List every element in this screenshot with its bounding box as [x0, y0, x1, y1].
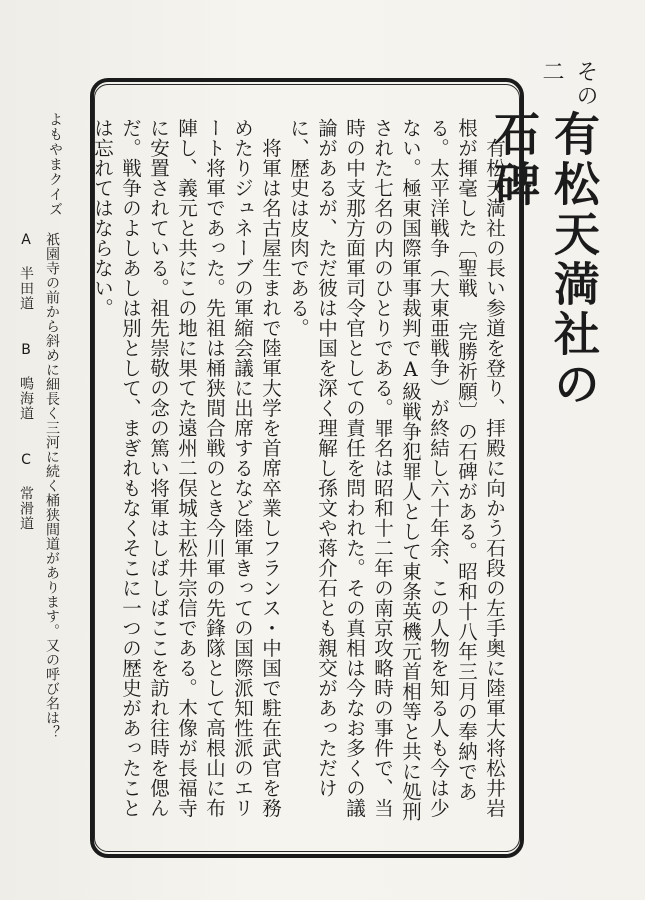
quiz-choices [14, 232, 38, 612]
quiz-choice-b [18, 342, 34, 438]
choice-text: 常滑道 [18, 486, 34, 531]
choice-letter: A [18, 232, 34, 249]
choice-letter: B [18, 342, 34, 359]
article-paragraph: 将軍は名古屋生まれで陸軍大学を首席卒業しフランス・中国で駐在武官を務めたりジュネーブの軍縮会議に出席するなど陸軍きっての国際派知性派のエリート将軍であった。先祖は桶狭間合戦のとき今川軍の先鋒隊として高根山に布陣し、義元と共にこの地に果てた遠州二俣城主松井宗信である。木像が長福寺に安置されている。祖先崇敬の念の篤い将軍はしばしばここを訪れ往時を偲んだ。戦争のよしあしは別として、まぎれもなくそこに一つの歴史があったことは忘れてはならない。 [91, 118, 282, 818]
article-body [91, 118, 508, 833]
page-title: 有松天満社の石碑 [487, 110, 601, 410]
article-paragraph: 有松天満社の長い参道を登り、拝殿に向かう石段の左手奥に陸軍大将松井岩根が揮毫した〔聖戦 完勝祈願〕の石碑がある。昭和十八年三月の奉納である。太平洋戦争（大東亜戦争）が終結し六十年余、この人物を知る人も今は少ない。極東国際軍事裁判でA級戦争犯罪人として東条英機元首相等と共に処刑された七名の内のひとりである。罪名は昭和十二年の南京攻略時の事件で、当時の中支那方面軍司令官としての責任を問われた。その真相は今なお多くの議論があるが、ただ彼は中国を深く理解し孫文や蒋介石とも親交があっただけに、歴史は皮肉である。 [287, 118, 506, 822]
choice-letter: C [18, 452, 34, 469]
choice-text: 半田道 [18, 266, 34, 311]
quiz-label: よもやまクイズ [47, 112, 63, 217]
quiz-choice-c [18, 452, 34, 531]
quiz-choice-a [18, 232, 34, 328]
section-number: その二 [539, 60, 598, 108]
quiz-question: 祇園寺の前から斜めに細長く三河に続く桶狭間道があります。又の呼び名は？ [44, 232, 60, 740]
choice-text: 鳴海道 [18, 376, 34, 421]
